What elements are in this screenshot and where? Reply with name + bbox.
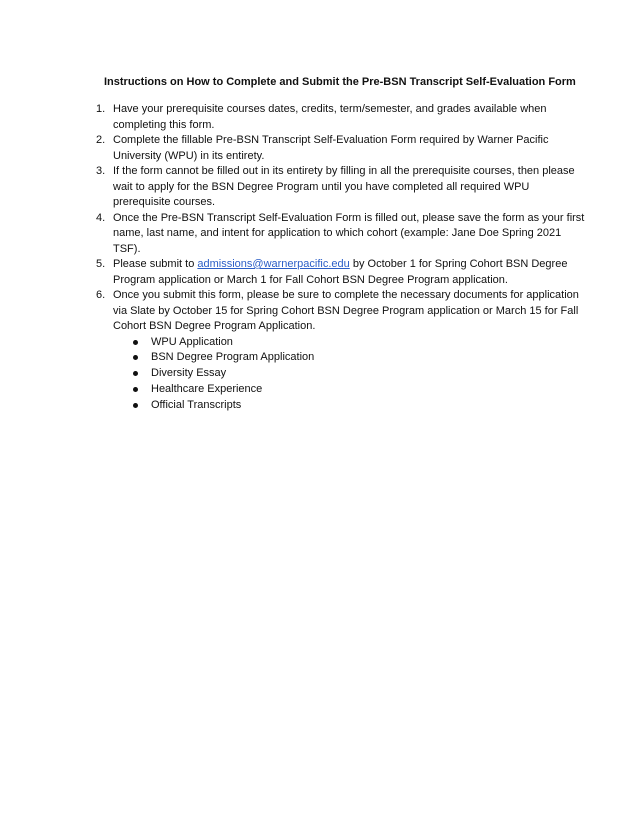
- step-number: 5.: [96, 258, 106, 270]
- step-text-line: Complete the fillable Pre-BSN Transcript Self-Evaluation Form required by Warner Pacific: [113, 134, 549, 146]
- step-text-line: If the form cannot be filled out in its entirety by filling in all the prerequisite courses, then please: [113, 165, 575, 177]
- bullet-icon: [133, 340, 138, 345]
- page-title: Instructions on How to Complete and Submit the Pre-BSN Transcript Self-Evaluation Form: [104, 76, 576, 88]
- list-item: [133, 350, 568, 366]
- step-text-line: wait to apply for the BSN Degree Program until you have completed all required WPU: [113, 180, 530, 193]
- instruction-step-4: [96, 211, 585, 258]
- bullet-icon: [133, 355, 138, 360]
- list-item: [133, 335, 568, 351]
- step-text-line: Once you submit this form, please be sure to complete the necessary documents for application: [113, 289, 579, 301]
- instruction-step-5: [96, 257, 568, 288]
- list-item: [133, 382, 568, 398]
- document-item-label: Diversity Essay: [151, 367, 227, 380]
- instruction-step-6: [96, 288, 579, 335]
- list-item: [133, 366, 568, 382]
- bullet-icon: [133, 387, 138, 392]
- instruction-step-1: [96, 102, 568, 133]
- step-text-line: Once the Pre-BSN Transcript Self-Evaluation Form is filled out, please save the form as your first: [113, 211, 585, 224]
- step-text-line: Program application or March 1 for Fall Cohort BSN Degree Program application.: [113, 273, 508, 286]
- list-item: [133, 398, 568, 414]
- step-text-line: TSF).: [113, 242, 141, 255]
- document-item-label: BSN Degree Program Application: [151, 351, 315, 364]
- step-text-line: prerequisite courses.: [113, 196, 216, 208]
- instruction-step-2: [96, 133, 568, 164]
- step-text-line: completing this form.: [113, 118, 215, 131]
- step-number: 6.: [96, 289, 106, 301]
- step-number: 2.: [96, 134, 106, 146]
- document-item-label: WPU Application: [151, 335, 233, 348]
- step-text-line: Have your prerequisite courses dates, credits, term/semester, and grades available when: [113, 103, 547, 115]
- bullet-icon: [133, 403, 138, 408]
- step-number: 3.: [96, 165, 106, 177]
- step-text-line: Cohort BSN Degree Program Application.: [113, 320, 316, 332]
- document-item-label: Official Transcripts: [151, 398, 242, 411]
- instruction-step-3: [96, 164, 575, 211]
- admissions-email-link[interactable]: admissions@warnerpacific.edu: [197, 258, 350, 270]
- step-text-line: via Slate by October 15 for Spring Cohort BSN Degree Program application or March 15 for Fall: [113, 304, 579, 317]
- step-number: 1.: [96, 103, 106, 115]
- document-item-label: Healthcare Experience: [151, 382, 263, 395]
- step-text-segment: by October 1 for Spring Cohort BSN Degree: [349, 258, 568, 270]
- required-documents-list: [96, 335, 568, 414]
- step-number: 4.: [96, 211, 106, 224]
- step-text-line: [113, 257, 568, 273]
- bullet-icon: [133, 371, 138, 376]
- step-text-segment: Please submit to: [113, 258, 198, 270]
- step-text-line: University (WPU) in its entirety.: [113, 149, 265, 162]
- instruction-list: [96, 102, 585, 335]
- step-text-line: name, last name, and intent for application to which cohort (example: Jane Doe Spring 2021: [113, 227, 562, 239]
